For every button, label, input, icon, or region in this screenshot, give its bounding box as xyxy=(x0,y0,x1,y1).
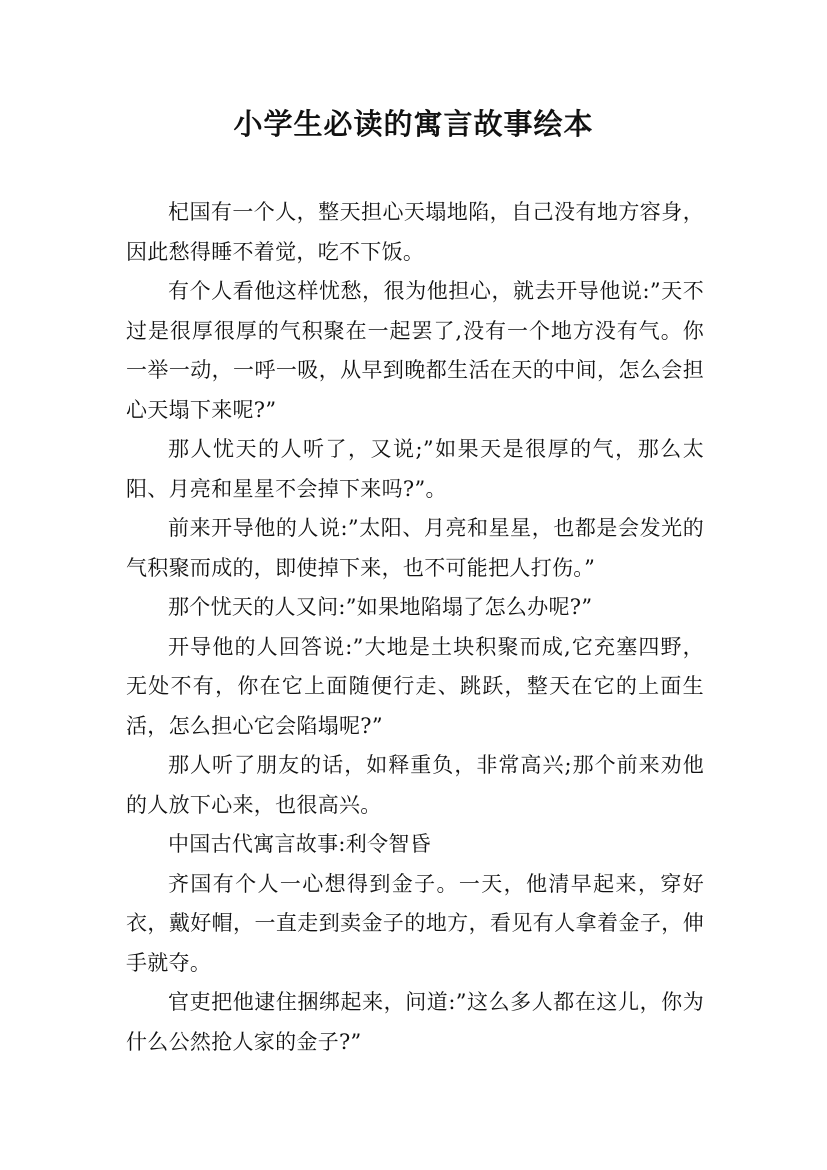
document-title: 小学生必读的寓言故事绘本 xyxy=(233,107,594,141)
section-heading: 中国古代寓言故事:利令智昏 xyxy=(168,832,431,856)
paragraph: 齐国有个人一心想得到金子。一天，他清早起来，穿好衣，戴好帽，一直走到卖金子的地方，看见有人拿着金子，伸手就夺。 xyxy=(126,871,704,975)
paragraph: 前来开导他的人说:”太阳、月亮和星星，也都是会发光的气积聚而成的，即使掉下来，也不可能把人打伤。” xyxy=(126,516,704,580)
paragraph: 官吏把他逮住捆绑起来，问道:”这么多人都在这儿，你为什么公然抢人家的金子?” xyxy=(126,990,704,1054)
paragraph: 那个忧天的人又问:”如果地陷塌了怎么办呢?” xyxy=(168,595,593,619)
paragraph: 有个人看他这样忧愁，很为他担心，就去开导他说:”天不过是很厚很厚的气积聚在一起罢了,没有一个地方没有气。你一举一动，一呼一吸，从早到晚都生活在天的中间，怎么会担心天塌下来呢?” xyxy=(126,279,704,422)
paragraph: 杞国有一个人，整天担心天塌地陷，自己没有地方容身，因此愁得睡不着觉，吃不下饭。 xyxy=(126,200,704,264)
paragraph: 那人忧天的人听了，又说;”如果天是很厚的气，那么太阳、月亮和星星不会掉下来吗?”。 xyxy=(126,437,704,501)
document-body xyxy=(126,193,704,1062)
paragraph: 开导他的人回答说:”大地是土块积聚而成,它充塞四野，无处不有，你在它上面随便行走、跳跃，整天在它的上面生活，怎么担心它会陷塌呢?” xyxy=(126,634,704,738)
paragraph: 那人听了朋友的话，如释重负，非常高兴;那个前来劝他的人放下心来，也很高兴。 xyxy=(126,753,704,817)
